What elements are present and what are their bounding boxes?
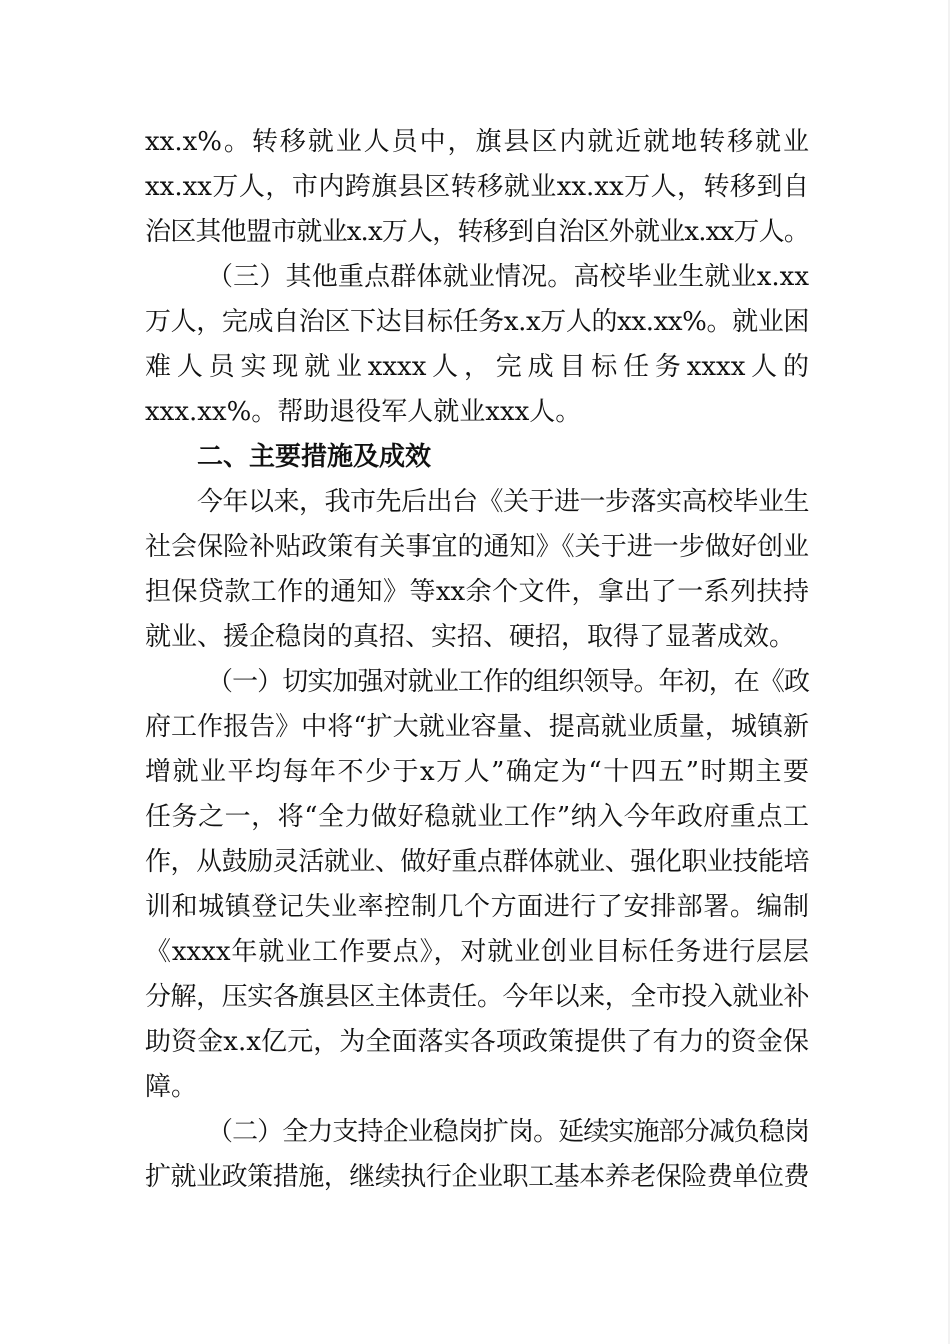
text-line: xx.x%。转移就业人员中，旗县区内就近就地转移就业 bbox=[145, 127, 809, 157]
paragraph-measure-1 bbox=[145, 660, 809, 1110]
text-line: 助资金x.x亿元，为全面落实各项政策提供了有力的资金保 bbox=[145, 1027, 809, 1057]
text-line: 作，从鼓励灵活就业、做好重点群体就业、强化职业技能培 bbox=[145, 847, 809, 877]
text-line: 就业、援企稳岗的真招、实招、硬招，取得了显著成效。 bbox=[145, 622, 796, 652]
text-line: 今年以来，我市先后出台《关于进一步落实高校毕业生 bbox=[197, 487, 809, 517]
text-line: 增就业平均每年不少于x万人”确定为“十四五”时期主要 bbox=[145, 757, 809, 787]
paragraph-intro bbox=[145, 480, 809, 660]
paragraph-measure-2 bbox=[145, 1110, 809, 1200]
paragraph-other-groups bbox=[145, 255, 809, 435]
text-line: 难人员实现就业xxxx人，完成目标任务xxxx人的 bbox=[145, 352, 809, 382]
text-line: （二）全力支持企业稳岗扩岗。延续实施部分减负稳岗 bbox=[207, 1117, 809, 1147]
text-line: 社会保险补贴政策有关事宜的通知》《关于进一步做好创业 bbox=[145, 532, 809, 562]
text-line: 训和城镇登记失业率控制几个方面进行了安排部署。编制 bbox=[145, 892, 809, 922]
text-line: xxx.xx%。帮助退役军人就业xxx人。 bbox=[145, 397, 582, 427]
document-body bbox=[145, 120, 809, 1200]
text-line: 分解，压实各旗县区主体责任。今年以来，全市投入就业补 bbox=[145, 982, 809, 1012]
text-line: 障。 bbox=[145, 1072, 198, 1102]
text-line: （一）切实加强对就业工作的组织领导。年初，在《政 bbox=[207, 667, 809, 697]
text-line: 任务之一，将“全力做好稳就业工作”纳入今年政府重点工 bbox=[145, 802, 809, 832]
text-line: 《xxxx年就业工作要点》，对就业创业目标任务进行层层 bbox=[145, 937, 809, 967]
text-line: （三）其他重点群体就业情况。高校毕业生就业x.xx bbox=[207, 262, 809, 292]
text-line: 万人，完成自治区下达目标任务x.x万人的xx.xx%。就业困 bbox=[145, 307, 809, 337]
text-line: 扩就业政策措施，继续执行企业职工基本养老保险费单位费 bbox=[145, 1162, 809, 1192]
text-line: xx.xx万人，市内跨旗县区转移就业xx.xx万人，转移到自 bbox=[145, 172, 809, 202]
text-line: 担保贷款工作的通知》等xx余个文件，拿出了一系列扶持 bbox=[145, 577, 809, 607]
text-line: 治区其他盟市就业x.x万人，转移到自治区外就业x.xx万人。 bbox=[145, 217, 809, 247]
paragraph-continuation bbox=[145, 120, 809, 255]
text-line: 府工作报告》中将“扩大就业容量、提高就业质量，城镇新 bbox=[145, 712, 809, 742]
section-heading: 二、主要措施及成效 bbox=[197, 442, 432, 472]
